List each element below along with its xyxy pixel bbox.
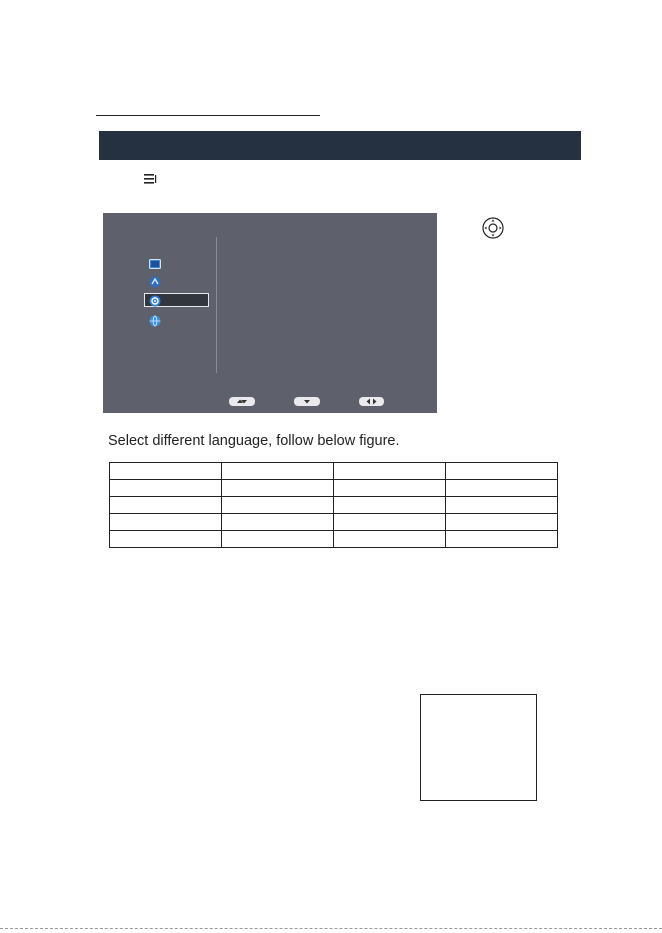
table-cell bbox=[222, 480, 334, 497]
table-cell bbox=[110, 463, 222, 480]
left-right-arrows-icon bbox=[359, 397, 384, 406]
picture-icon[interactable] bbox=[149, 257, 161, 269]
table-cell bbox=[110, 480, 222, 497]
channel-icon[interactable] bbox=[149, 275, 161, 287]
table-row bbox=[110, 514, 558, 531]
table-cell bbox=[222, 514, 334, 531]
up-down-arrows-icon bbox=[229, 397, 255, 406]
table-row bbox=[110, 463, 558, 480]
table-cell bbox=[446, 514, 558, 531]
globe-icon[interactable] bbox=[149, 314, 161, 326]
table-row bbox=[110, 480, 558, 497]
table-cell bbox=[110, 531, 222, 548]
section-banner bbox=[99, 131, 581, 160]
table-cell bbox=[446, 497, 558, 514]
caption-text: Select different language, follow below figure. bbox=[108, 433, 400, 449]
table-cell bbox=[110, 514, 222, 531]
table-cell bbox=[334, 480, 446, 497]
remote-dpad-icon bbox=[482, 217, 504, 239]
settings-icon[interactable] bbox=[149, 294, 161, 306]
table-cell bbox=[446, 480, 558, 497]
osd-divider bbox=[216, 237, 217, 373]
top-rule bbox=[96, 115, 320, 116]
table-cell bbox=[222, 463, 334, 480]
table-cell bbox=[110, 497, 222, 514]
table-cell bbox=[334, 497, 446, 514]
osd-screen bbox=[103, 213, 437, 413]
menu-lines-icon bbox=[142, 171, 158, 187]
table-cell bbox=[446, 531, 558, 548]
table-cell bbox=[222, 497, 334, 514]
table-cell bbox=[334, 514, 446, 531]
language-table bbox=[109, 462, 558, 548]
table-cell bbox=[222, 531, 334, 548]
table-cell bbox=[334, 463, 446, 480]
table-cell bbox=[446, 463, 558, 480]
down-arrow-icon bbox=[294, 397, 320, 406]
framed-box bbox=[420, 694, 537, 801]
page-edge bbox=[0, 928, 662, 929]
table-cell bbox=[334, 531, 446, 548]
table-row bbox=[110, 497, 558, 514]
table-row bbox=[110, 531, 558, 548]
